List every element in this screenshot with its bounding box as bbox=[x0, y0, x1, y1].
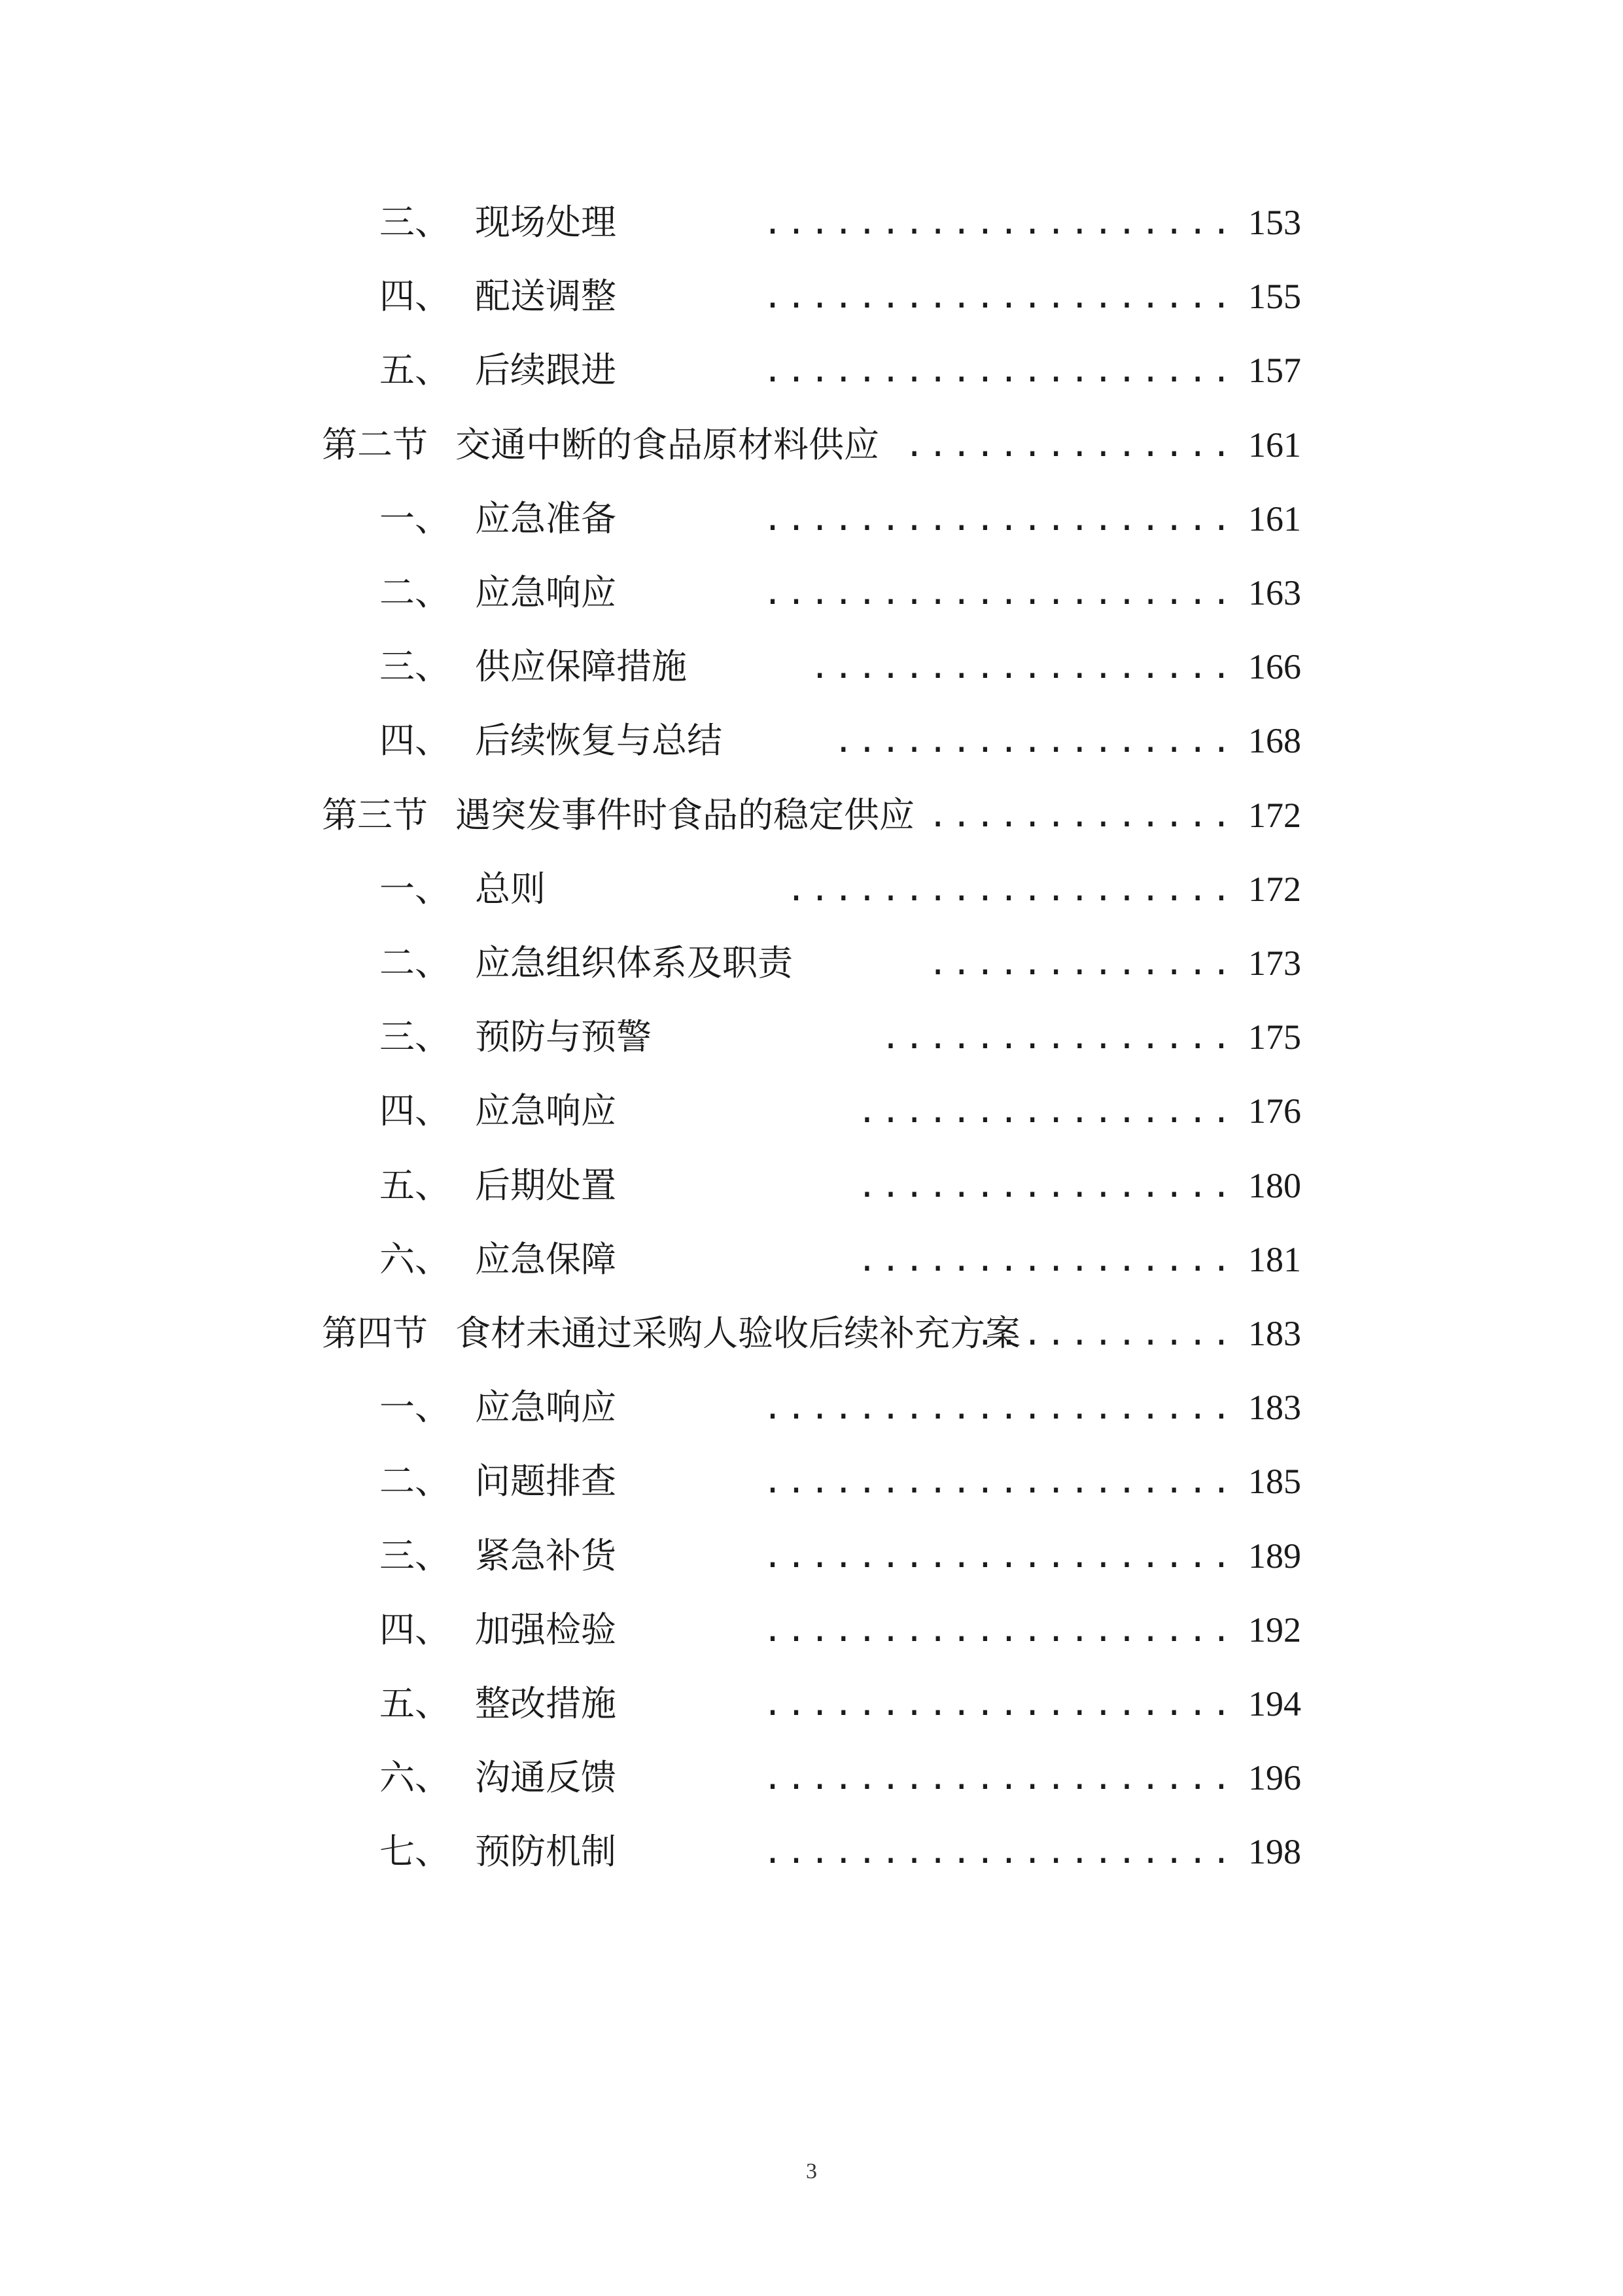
toc-entry[interactable] bbox=[0, 934, 1623, 993]
toc-entry-number: 六、 bbox=[379, 1757, 450, 1798]
toc-leader: ............. 172 bbox=[928, 786, 1301, 845]
toc-entry[interactable] bbox=[0, 1156, 1623, 1215]
toc-page-number: 183 bbox=[1248, 1314, 1301, 1353]
toc-leader: .................... 161 bbox=[763, 489, 1301, 548]
toc-page-number: 183 bbox=[1248, 1388, 1301, 1427]
toc-entry-number: 五、 bbox=[379, 1165, 450, 1206]
toc-entry[interactable] bbox=[0, 637, 1623, 696]
toc-entry-number: 一、 bbox=[379, 1386, 450, 1428]
toc-entry-number: 三、 bbox=[379, 646, 450, 687]
toc-entry-title: 供应保障措施 bbox=[475, 646, 687, 687]
toc-entry-title: 紧急补货 bbox=[475, 1535, 616, 1576]
toc-leader: .................... 183 bbox=[763, 1378, 1301, 1437]
toc-leader: .................... 155 bbox=[763, 267, 1301, 326]
toc-section-entry[interactable] bbox=[0, 786, 1623, 845]
toc-entry-title: 后续恢复与总结 bbox=[475, 720, 722, 761]
toc-entry[interactable] bbox=[0, 193, 1623, 252]
toc-entry[interactable] bbox=[0, 563, 1623, 622]
toc-entry[interactable] bbox=[0, 1748, 1623, 1807]
toc-page-number: 166 bbox=[1248, 647, 1301, 686]
toc-page-number: 176 bbox=[1248, 1091, 1301, 1131]
toc-leader: ................ 181 bbox=[857, 1230, 1301, 1289]
toc-leader: ................. 168 bbox=[833, 711, 1301, 770]
toc-section-title: 遇突发事件时食品的稳定供应 bbox=[455, 794, 915, 836]
toc-entry-title: 预防机制 bbox=[475, 1831, 616, 1872]
toc-page-number: 180 bbox=[1248, 1166, 1301, 1205]
toc-entry[interactable] bbox=[0, 1674, 1623, 1733]
toc-page-number: 172 bbox=[1248, 796, 1301, 835]
toc-page-number: 192 bbox=[1248, 1610, 1301, 1650]
toc-leader: .................... 157 bbox=[763, 341, 1301, 400]
toc-leader: ........... 183 bbox=[975, 1304, 1301, 1363]
toc-entry-title: 总则 bbox=[475, 868, 546, 910]
toc-leader: .................... 163 bbox=[763, 563, 1301, 622]
toc-entry-number: 二、 bbox=[379, 1460, 450, 1502]
toc-entry-title: 问题排查 bbox=[475, 1460, 616, 1502]
toc-entry-title: 整改措施 bbox=[475, 1683, 616, 1724]
toc-page-number: 161 bbox=[1248, 499, 1301, 539]
toc-section-title: 食材未通过采购人验收后续补充方案 bbox=[455, 1313, 1021, 1354]
toc-entry-number: 七、 bbox=[379, 1831, 450, 1872]
toc-entry-title: 应急响应 bbox=[475, 572, 616, 613]
toc-entry-title: 应急响应 bbox=[475, 1386, 616, 1428]
toc-entry-number: 四、 bbox=[379, 275, 450, 317]
toc-section-label: 第二节 bbox=[322, 424, 428, 465]
toc-entry[interactable] bbox=[0, 1082, 1623, 1140]
toc-entry-number: 四、 bbox=[379, 720, 450, 761]
toc-entry[interactable] bbox=[0, 341, 1623, 400]
toc-leader: .................. 166 bbox=[810, 637, 1301, 696]
toc-page-number: 198 bbox=[1248, 1832, 1301, 1871]
toc-entry[interactable] bbox=[0, 267, 1623, 326]
toc-page-number: 189 bbox=[1248, 1536, 1301, 1576]
toc-leader: .................... 185 bbox=[763, 1452, 1301, 1511]
toc-entry-title: 应急准备 bbox=[475, 498, 616, 539]
toc-entry-title: 加强检验 bbox=[475, 1609, 616, 1650]
toc-leader: ................ 176 bbox=[857, 1082, 1301, 1140]
toc-leader: .................... 198 bbox=[763, 1822, 1301, 1881]
toc-leader: ............... 175 bbox=[881, 1008, 1301, 1067]
toc-entry[interactable] bbox=[0, 711, 1623, 770]
toc-page-number: 181 bbox=[1248, 1240, 1301, 1279]
toc-entry[interactable] bbox=[0, 1600, 1623, 1659]
toc-page-number: 155 bbox=[1248, 277, 1301, 316]
toc-leader: .................... 192 bbox=[763, 1600, 1301, 1659]
toc-page-number: 173 bbox=[1248, 944, 1301, 983]
toc-entry-title: 应急组织体系及职责 bbox=[475, 942, 793, 983]
toc-page-number: 153 bbox=[1248, 203, 1301, 242]
toc-entry[interactable] bbox=[0, 860, 1623, 919]
toc-section-entry[interactable] bbox=[0, 1304, 1623, 1363]
toc-leader: ................... 172 bbox=[786, 860, 1301, 919]
toc-entry-number: 一、 bbox=[379, 868, 450, 910]
toc-page-number: 175 bbox=[1248, 1017, 1301, 1057]
toc-entry-title: 后续跟进 bbox=[475, 349, 616, 391]
toc-entry-number: 六、 bbox=[379, 1239, 450, 1280]
toc-entry-title: 预防与预警 bbox=[475, 1016, 652, 1057]
toc-section-label: 第三节 bbox=[322, 794, 428, 836]
toc-entry-number: 五、 bbox=[379, 349, 450, 391]
toc-section-label: 第四节 bbox=[322, 1313, 428, 1354]
toc-entry-title: 后期处置 bbox=[475, 1165, 616, 1206]
toc-entry-number: 三、 bbox=[379, 1016, 450, 1057]
toc-entry-number: 三、 bbox=[379, 202, 450, 243]
toc-entry-number: 五、 bbox=[379, 1683, 450, 1724]
toc-entry-title: 沟通反馈 bbox=[475, 1757, 616, 1798]
toc-page-number: 172 bbox=[1248, 870, 1301, 909]
toc-entry[interactable] bbox=[0, 1822, 1623, 1881]
toc-entry[interactable] bbox=[0, 1452, 1623, 1511]
toc-page-number: 194 bbox=[1248, 1684, 1301, 1723]
toc-entry-title: 现场处理 bbox=[475, 202, 616, 243]
toc-page-number: 185 bbox=[1248, 1462, 1301, 1501]
toc-leader: ................ 180 bbox=[857, 1156, 1301, 1215]
toc-leader: .................... 153 bbox=[763, 193, 1301, 252]
toc-entry-number: 二、 bbox=[379, 572, 450, 613]
toc-page-number: 157 bbox=[1248, 351, 1301, 390]
toc-entry-title: 配送调整 bbox=[475, 275, 616, 317]
toc-entry-number: 四、 bbox=[379, 1609, 450, 1650]
toc-entry[interactable] bbox=[0, 1230, 1623, 1289]
toc-leader: ............. 173 bbox=[928, 934, 1301, 993]
toc-entry-title: 应急响应 bbox=[475, 1090, 616, 1131]
toc-entry-number: 二、 bbox=[379, 942, 450, 983]
toc-entry[interactable] bbox=[0, 1378, 1623, 1437]
toc-leader: .................... 196 bbox=[763, 1748, 1301, 1807]
footer-page-number: 3 bbox=[806, 2159, 817, 2183]
toc-page-number: 161 bbox=[1248, 425, 1301, 465]
toc-section-entry[interactable] bbox=[0, 415, 1623, 474]
toc-entry[interactable] bbox=[0, 489, 1623, 548]
toc-leader: .................... 194 bbox=[763, 1674, 1301, 1733]
toc-entry-number: 一、 bbox=[379, 498, 450, 539]
toc-leader: .................... 189 bbox=[763, 1527, 1301, 1585]
toc-page-number: 163 bbox=[1248, 573, 1301, 612]
toc-entry[interactable] bbox=[0, 1008, 1623, 1067]
toc-section-title: 交通中断的食品原材料供应 bbox=[455, 424, 879, 465]
toc-leader: .............. 161 bbox=[905, 415, 1301, 474]
toc-entry-number: 三、 bbox=[379, 1535, 450, 1576]
toc-page-number: 196 bbox=[1248, 1758, 1301, 1797]
toc-entry-number: 四、 bbox=[379, 1090, 450, 1131]
toc-page-number: 168 bbox=[1248, 721, 1301, 760]
toc-entry-title: 应急保障 bbox=[475, 1239, 616, 1280]
toc-entry[interactable] bbox=[0, 1527, 1623, 1585]
